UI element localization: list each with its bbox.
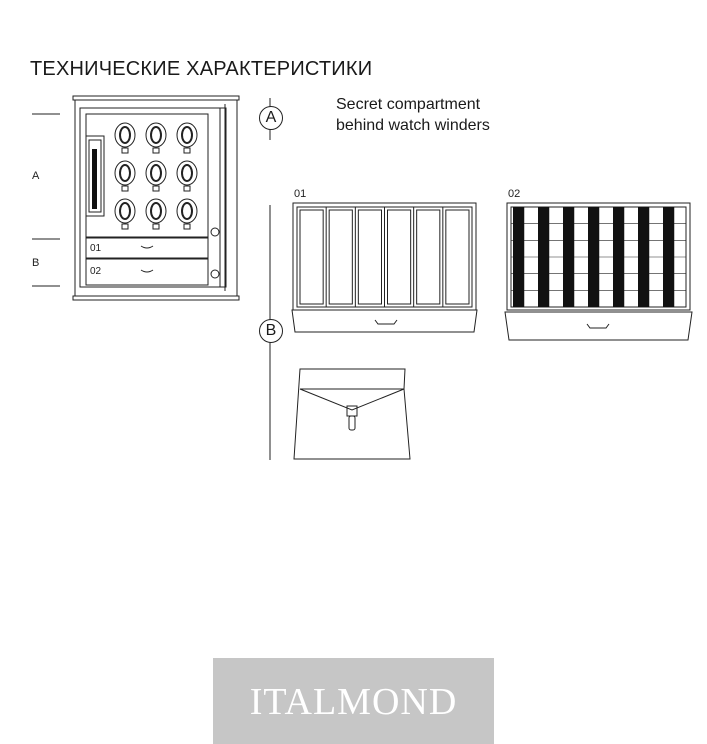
dimension-label-a: A xyxy=(32,170,40,182)
caption-line-1: Secret compartment xyxy=(336,96,481,113)
drawer-02-stripe xyxy=(563,207,574,307)
watch-winder-ring xyxy=(120,203,130,219)
watch-winder-button xyxy=(153,224,159,229)
drawer-01-slot xyxy=(300,210,323,304)
drawer-02-drawing xyxy=(505,203,692,340)
drawer-02-handle xyxy=(141,270,153,272)
drawer-02-stripe xyxy=(613,207,624,307)
watch-winder-button xyxy=(153,148,159,153)
watch-winder-ring xyxy=(151,203,161,219)
drawer-01-slot xyxy=(358,210,381,304)
watch-winder-ring xyxy=(182,203,192,219)
drawer-01-slots xyxy=(300,207,469,307)
watch-winder-button xyxy=(184,224,190,229)
pouch-drawing xyxy=(294,369,410,459)
drawer-02-stripe xyxy=(513,207,524,307)
section-a-caption xyxy=(336,94,490,136)
pouch-clasp xyxy=(347,406,357,416)
pouch-body xyxy=(294,369,410,459)
drawer-02-stripe xyxy=(638,207,649,307)
watch-winder-button xyxy=(153,186,159,191)
section-b-badge: B xyxy=(259,319,283,343)
cabinet-drawer-02-label: 02 xyxy=(90,266,102,277)
cabinet-inner-frame xyxy=(80,108,226,287)
watch-winder-button xyxy=(122,224,128,229)
watch-winder-button xyxy=(122,186,128,191)
door-knob-upper xyxy=(211,228,219,236)
drawer-02-stripe xyxy=(588,207,599,307)
door-handle xyxy=(92,149,97,209)
drawer-01-slot xyxy=(417,210,440,304)
watch-winder-ring xyxy=(120,165,130,181)
drawer-02-pull xyxy=(587,324,609,328)
cabinet-base xyxy=(73,296,239,300)
drawer-02-stripe xyxy=(663,207,674,307)
watch-winder-ring xyxy=(151,165,161,181)
brand-logo-text: ITALMOND xyxy=(249,681,458,723)
drawer-01-drawing xyxy=(292,203,477,332)
watch-winder-ring xyxy=(182,165,192,181)
watch-winder-button xyxy=(184,148,190,153)
watch-winder-ring xyxy=(120,127,130,143)
section-a-badge: A xyxy=(259,106,283,130)
cabinet-top xyxy=(73,96,239,100)
pouch-flap xyxy=(300,389,404,410)
drawer-01-slot xyxy=(446,210,469,304)
page-title: ТЕХНИЧЕСКИЕ ХАРАКТЕРИСТИКИ xyxy=(30,58,373,80)
brand-logo xyxy=(213,658,494,744)
drawer-01-front xyxy=(292,310,477,332)
drawer-01-pull xyxy=(375,320,397,324)
dimension-label-b: B xyxy=(32,257,40,269)
door-knob-lower xyxy=(211,270,219,278)
drawer-01-label: 01 xyxy=(294,188,307,200)
watch-winder-ring xyxy=(182,127,192,143)
drawer-02-stripe xyxy=(538,207,549,307)
watch-winder-button xyxy=(184,186,190,191)
drawer-01-slot xyxy=(388,210,411,304)
drawer-02-label: 02 xyxy=(508,188,521,200)
cabinet-drawer-01-label: 01 xyxy=(90,243,102,254)
watch-winder-grid xyxy=(115,123,197,229)
drawer-02-front xyxy=(505,312,692,340)
caption-line-2: behind watch winders xyxy=(336,117,490,134)
pouch-clasp-tongue xyxy=(349,416,355,430)
drawer-01-handle xyxy=(141,246,153,248)
watch-winder-button xyxy=(122,148,128,153)
watch-winder-ring xyxy=(151,127,161,143)
drawer-01-slot xyxy=(329,210,352,304)
